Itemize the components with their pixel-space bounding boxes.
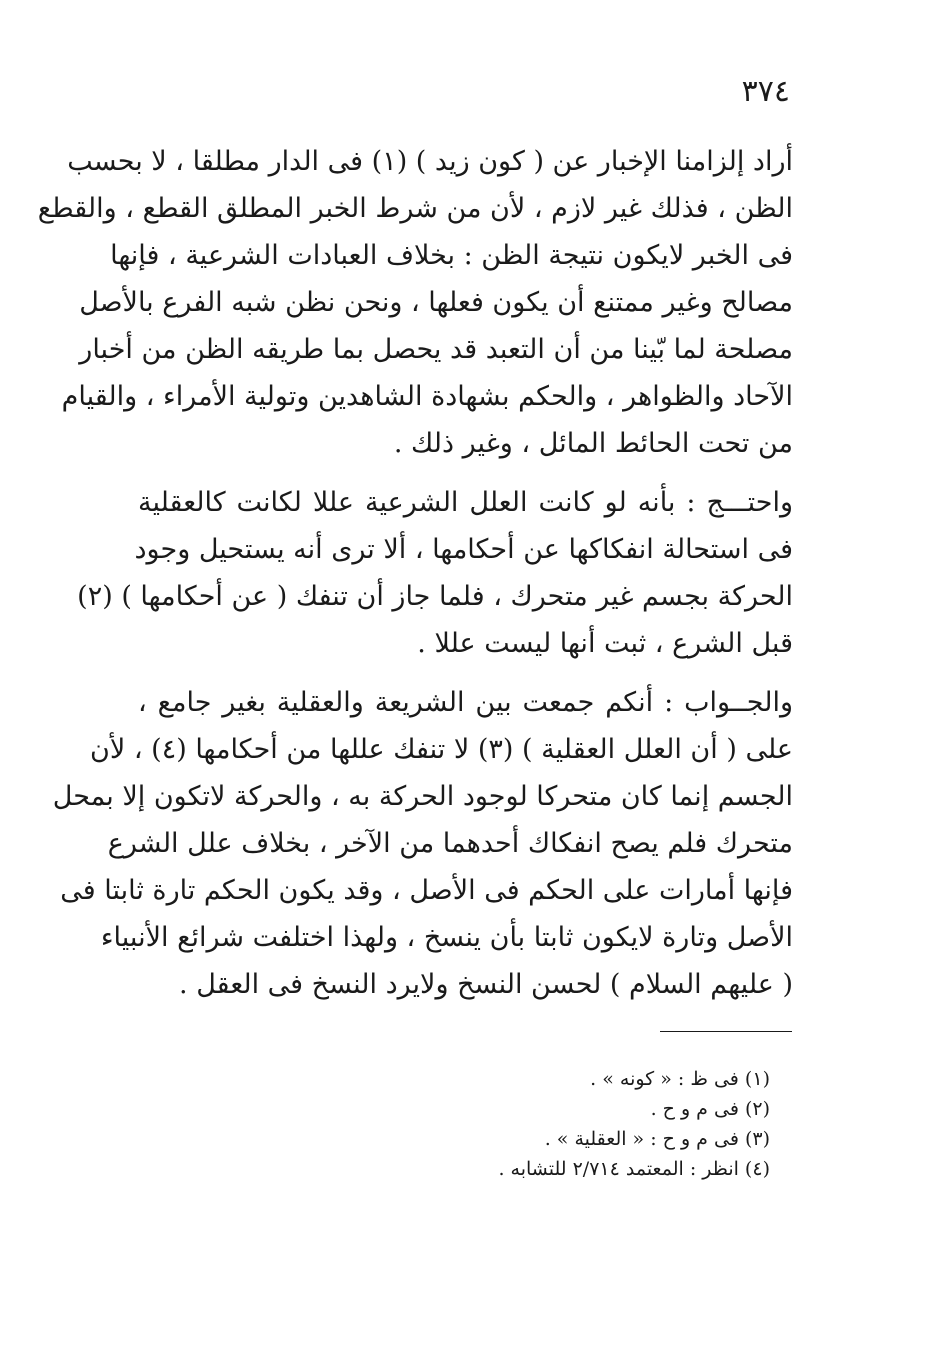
text-line: من تحت الحائط المائل ، وغير ذلك .: [393, 428, 793, 459]
paragraph-3: [52, 679, 793, 1008]
text-line: والجــواب : أنكم جمعت بين الشريعة والعقلية بغير جامع ،: [138, 687, 793, 718]
paragraph-1: [37, 138, 793, 467]
text-line: فى الخبر لايكون نتيجة الظن : بخلاف العبادات الشرعية ، فإنها: [110, 240, 793, 271]
footnote-1: (١) فى ظ : « كونه » .: [590, 1068, 770, 1090]
text-line: أراد إلزامنا الإخبار عن ( كون زيد ) (١) فى الدار مطلقا ، لا بحسب: [67, 146, 793, 177]
footnote-divider: [660, 1031, 792, 1032]
text-line: فى استحالة انفكاكها عن أحكامها ، ألا ترى أنه يستحيل وجود: [134, 534, 793, 565]
text-line: قبل الشرع ، ثبت أنها ليست عللا .: [417, 628, 793, 659]
footnote-3: (٣) فى م و ح : « العقلية » .: [544, 1128, 770, 1150]
text-line: متحرك فلم يصح انفكاك أحدهما من الآخر ، بخلاف علل الشرع: [107, 828, 793, 859]
text-line: ( عليهم السلام ) لحسن النسخ ولايرد النسخ فى العقل .: [179, 969, 793, 1000]
footnote-2: (٢) فى م و ح .: [650, 1098, 770, 1120]
footnotes: [300, 1064, 770, 1184]
main-text: [37, 138, 793, 1008]
text-line: الأصل وتارة لايكون ثابتا بأن ينسخ ، ولهذا اختلفت شرائع الأنبياء: [100, 922, 793, 953]
text-line: الجسم إنما كان متحركا لوجود الحركة به ، والحركة لاتكون إلا بمحل: [52, 781, 793, 812]
text-line: الحركة بجسم غير متحرك ، فلما جاز أن تنفك ( عن أحكامها ) (٢): [77, 581, 793, 612]
text-line: مصالح وغير ممتنع أن يكون فعلها ، ونحن نظن شبه الفرع بالأصل: [79, 287, 793, 318]
text-line: الظن ، فذلك غير لازم ، لأن من شرط الخبر المطلق القطع ، والقطع: [37, 193, 793, 224]
text-line: واحتـــج : بأنه لو كانت العلل الشرعية عللا لكانت كالعقلية: [138, 487, 793, 518]
text-line: الآحاد والظواهر ، والحكم بشهادة الشاهدين وتولية الأمراء ، والقيام: [61, 381, 793, 412]
paragraph-2: [77, 479, 793, 667]
footnote-4: (٤) انظر : المعتمد ٢/٧١٤ للتشابه .: [498, 1158, 770, 1180]
text-line: مصلحة لما بّينا من أن التعبد قد يحصل بما طريقه الظن من أخبار: [79, 334, 793, 365]
text-line: على ( أن العلل العقلية ) (٣) لا تنفك عللها من أحكامها (٤) ، لأن: [90, 734, 793, 765]
text-line: فإنها أمارات على الحكم فى الأصل ، وقد يكون الحكم تارة ثابتا فى: [60, 875, 793, 906]
page-number: ٣٧٤: [741, 74, 790, 109]
